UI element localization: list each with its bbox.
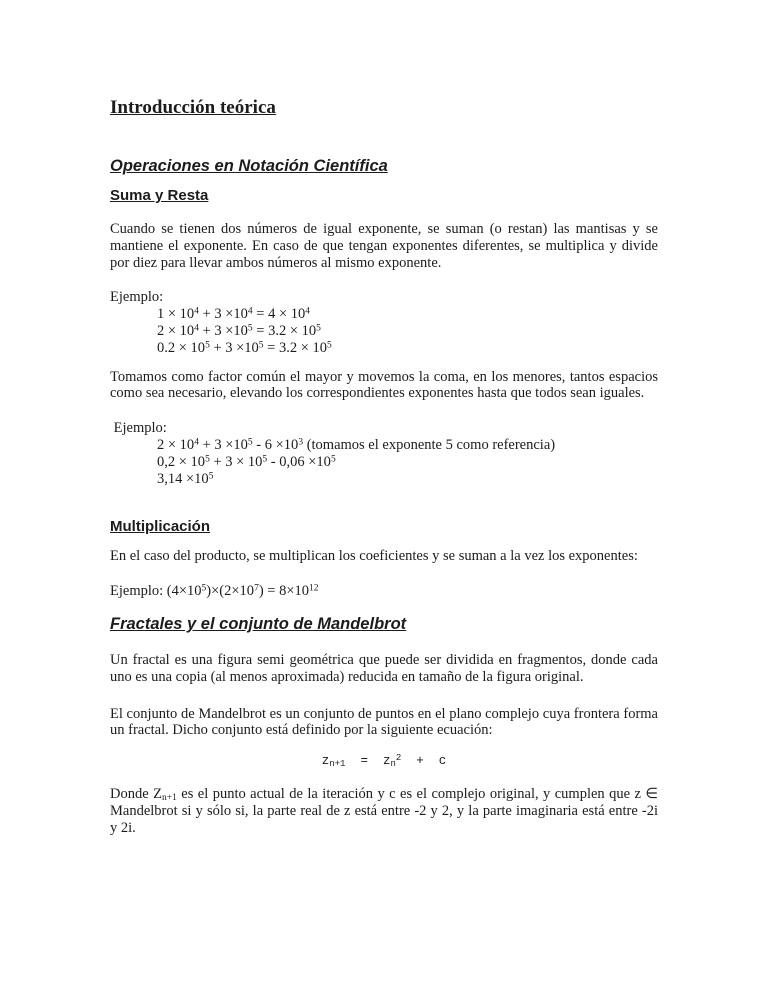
example-2-label: Ejemplo: bbox=[110, 420, 167, 437]
example-block-1 bbox=[110, 289, 658, 356]
example-1-label: Ejemplo: bbox=[110, 289, 164, 306]
paragraph-fractal-definicion: Un fractal es una figura semi geométrica que puede ser dividida en fragmentos, donde cada uno es una copia (al menos aproximada) reducida en tamaño de la figura original. bbox=[110, 651, 658, 685]
paragraph-suma-intro: Cuando se tienen dos números de igual exponente, se suman (o restan) las mantisas y se mantiene el exponente. En caso de que tengan exponentes diferentes, se multiplica y divide por diez para llevar ambos números al mismo exponente. bbox=[110, 221, 658, 271]
example-2-formula-line: $0,2 \times 10^5 + 3 \times 10^5 - 0,06 \times 10^5$ bbox=[157, 453, 336, 470]
example-block-2 bbox=[110, 420, 658, 487]
sub-heading-suma-y-resta: Suma y Resta bbox=[110, 187, 209, 204]
document-title: Introducción teórica bbox=[110, 97, 276, 118]
section-heading-operaciones: Operaciones en Notación Científica bbox=[110, 157, 388, 175]
example-2-formula-line: $3,14 \times 10^5$ bbox=[157, 470, 214, 487]
example-1-formula-line: $2 \times 10^4 + 3 \times 10^5 = 3.2 \times 10^5$ bbox=[157, 322, 321, 339]
paragraph-factor-comun: Tomamos como factor común el mayor y movemos la coma, en los menores, tantos espacios como sea necesario, elevando los correspondientes exponentes hasta que todos sean iguales. bbox=[110, 368, 658, 402]
example-1-formula-line: $1 \times 10^4 + 3 \times 10^4 = 4 \times 10^4$ bbox=[157, 306, 311, 323]
example-multiplicacion-formula: Ejemplo: $(4\times 10^5)\times(2\times 10^7) = 8\times 10^{12}$ bbox=[110, 583, 319, 600]
paragraph-donde-explicacion: Donde $Z_{n+1}$ es el punto actual de la iteración y c es el complejo original, y cumplen que z ∈ Mandelbrot si y sólo si, la parte real de z está entre -2 y 2, y la parte imaginaria está entre -2i y 2i. bbox=[110, 786, 659, 836]
example-2-formula-line: $2 \times 10^4 + 3 \times 10^5 - 6 \times 10^3$ (tomamos el exponente 5 como referencia) bbox=[157, 436, 556, 453]
sub-heading-multiplicacion: Multiplicación bbox=[110, 518, 211, 536]
paragraph-producto: En el caso del producto, se multiplican los coeficientes y se suman a la vez los exponentes: bbox=[110, 548, 638, 565]
mandelbrot-equation: $z_{n+1} = z_n^2 + c$ bbox=[321, 753, 447, 770]
section-heading-fractales: Fractales y el conjunto de Mandelbrot bbox=[110, 614, 407, 633]
paragraph-mandelbrot-definicion: El conjunto de Mandelbrot es un conjunto de puntos en el plano complejo cuya frontera forma un fractal. Dicho conjunto está definido por la siguiente ecuación: bbox=[110, 705, 658, 739]
example-1-formula-line: $0.2 \times 10^5 + 3 \times 10^5 = 3.2 \times 10^5$ bbox=[157, 339, 332, 356]
